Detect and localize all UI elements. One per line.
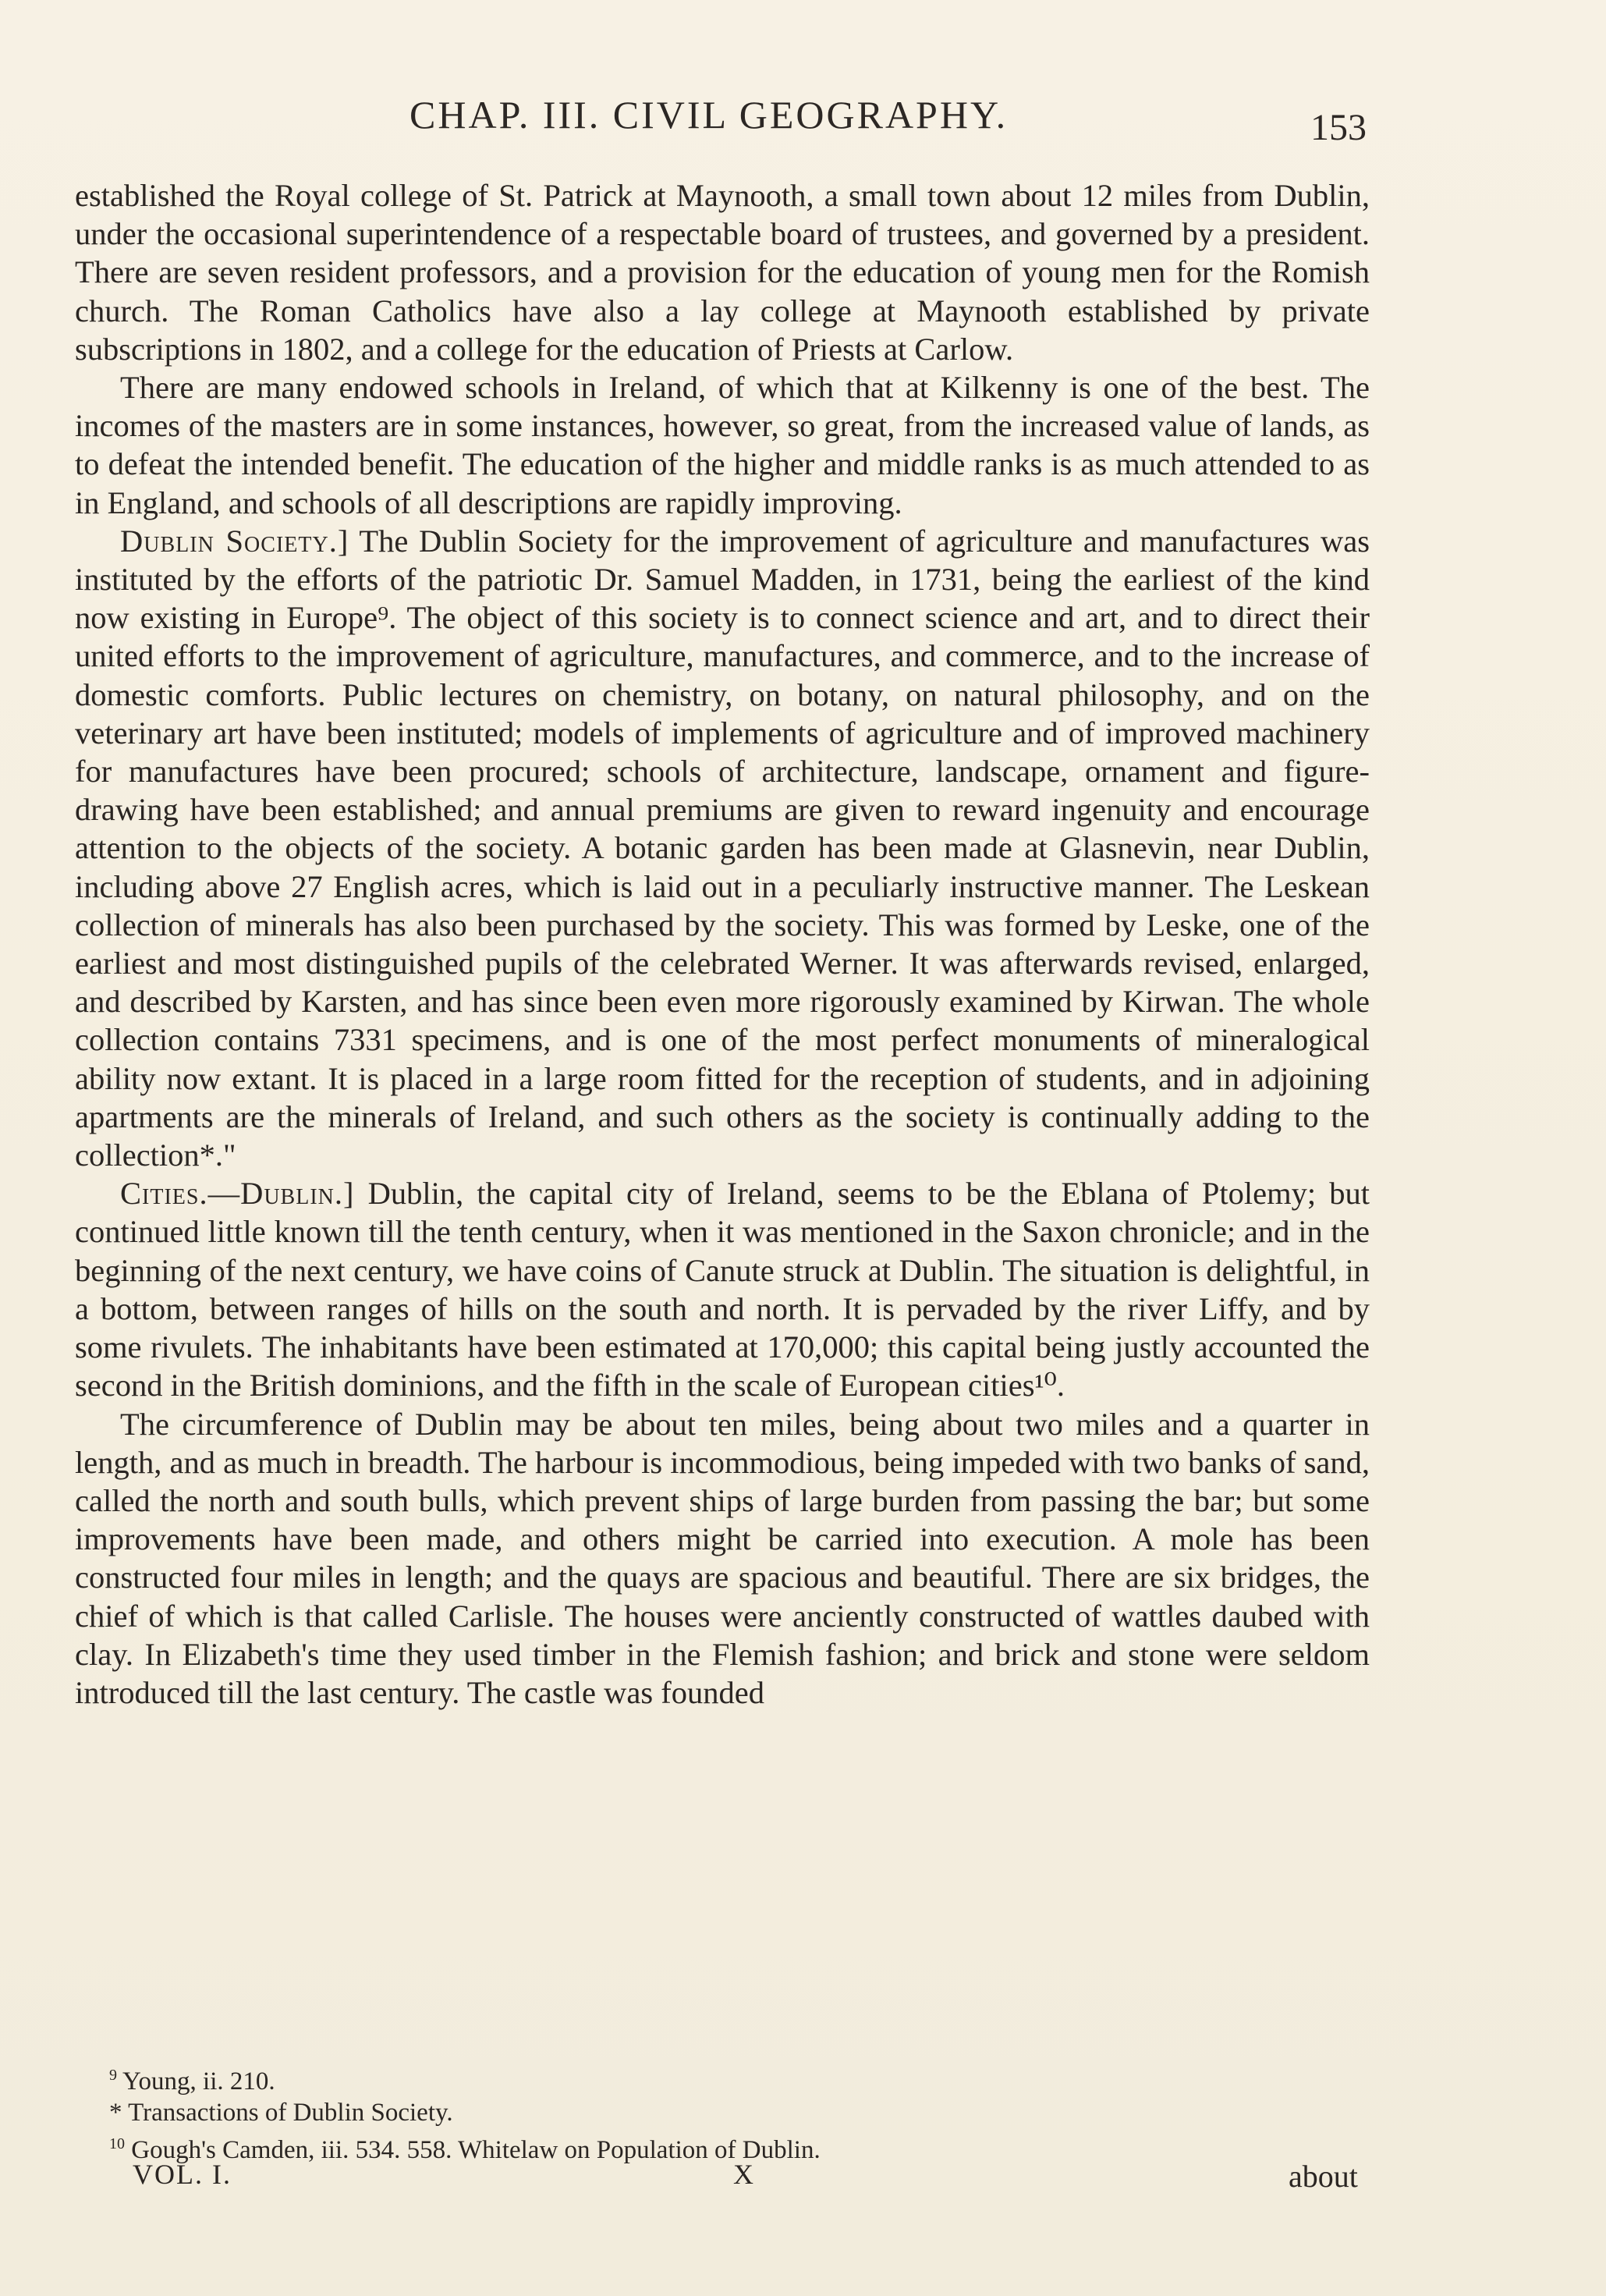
footnotes	[109, 2060, 1357, 2166]
side-heading-dublin-society: Dublin Society.]	[120, 523, 349, 559]
paragraph-circumference: The circumference of Dublin may be about ten miles, being about two miles and a quarter in length, and as much in breadth. The harbour is incommodious, being impeded with two banks of sand, called the north and south bulls, which prevent ships of large burden from passing the bar; but some improvements have been made, and others might be carried into execution. A mole has been constructed four miles in length; and the quays are spacious and beautiful. There are six bridges, the chief of which is that called Carlisle. The houses were anciently constructed of wattles daubed with clay. In Elizabeth's time they used timber in the Flemish fashion; and brick and stone were seldom introduced till the last century. The castle was founded	[75, 1406, 1370, 1710]
footnote-star	[109, 2097, 1357, 2128]
volume-label: VOL. I.	[133, 2159, 232, 2190]
footnote-9	[109, 2060, 1357, 2097]
paragraph-cities-dublin	[75, 1174, 1370, 1404]
signature-mark: X	[733, 2159, 753, 2190]
side-heading-cities-dublin: Cities.—Dublin.]	[120, 1176, 355, 1212]
page-number: 153	[1310, 107, 1367, 148]
paragraph-maynooth: established the Royal college of St. Patrick at Maynooth, a small town about 12 miles from Dublin, under the occasional superintendence of a respectable board of trustees, and governed by a president. There are seven resident professors, and a provision for the education of young men for the Romish church. The Roman Catholics have also a lay college at Maynooth established by private subscriptions in 1802, and a college for the education of Priests at Carlow.	[75, 178, 1370, 367]
footnote-mark: 9	[109, 2067, 117, 2084]
page-header	[0, 92, 1606, 147]
running-head: CHAP. III. CIVIL GEOGRAPHY.	[409, 93, 1009, 137]
paragraph-dublin-society-text: The Dublin Society for the improvement of agriculture and manufactures was instituted by the efforts of the patriotic Dr. Samuel Madden, in 1731, being the earliest of the kind now existing in Europe⁹. The object of this society is to connect science and art, and to direct their united efforts to the improvement of agriculture, manufactures, and commerce, and to the increase of domestic comforts. Public lectures on chemistry, on botany, on natural philosophy, and on the veterinary art have been instituted; models of implements of agriculture and of improved machinery for manufactures have been procured; schools of architecture, landscape, ornament and figure-drawing have been established; and annual premiums are given to reward ingenuity and encourage attention to the objects of the society. A botanic garden has been made at Glasnevin, near Dublin, including above 27 English acres, which is laid out in a peculiarly instructive manner. The Leskean collection of minerals has also been purchased by the society. This was formed by Leske, one of the earliest and most distinguished pupils of the celebrated Werner. It was afterwards revised, enlarged, and described by Karsten, and has since been even more rigorously examined by Kirwan. The whole collection contains 7331 specimens, and is one of the most perfect monuments of mineralogical ability now extant. It is placed in a large room fitted for the reception of students, and in adjoining apartments are the minerals of Ireland, and such others as the society is continually adding to the collection*."	[75, 523, 1370, 1173]
main-text	[75, 176, 1370, 1712]
catchword: about	[1289, 2159, 1358, 2194]
footnote-mark: *	[109, 2099, 122, 2127]
footnote-text: Young, ii. 210.	[122, 2067, 275, 2095]
paragraph-cities-dublin-text: Dublin, the capital city of Ireland, seems to be the Eblana of Ptolemy; but continued little known till the tenth century, when it was mentioned in the Saxon chronicle; and in the beginning of the next century, we have coins of Canute struck at Dublin. The situation is delightful, in a bottom, between ranges of hills on the south and north. It is pervaded by the river Liffy, and by some rivulets. The inhabitants have been estimated at 170,000; this capital being justly accounted the second in the British dominions, and the fifth in the scale of European cities¹⁰.	[75, 1176, 1370, 1404]
footnote-mark: 10	[109, 2135, 125, 2152]
footnote-text: Gough's Camden, iii. 534. 558. Whitelaw on Population of Dublin.	[131, 2136, 821, 2164]
signature-line	[0, 2158, 1606, 2197]
footnote-text: Transactions of Dublin Society.	[128, 2099, 453, 2127]
paragraph-schools: There are many endowed schools in Ireland, of which that at Kilkenny is one of the best. The incomes of the masters are in some instances, however, so great, from the increased value of lands, as to defeat the intended benefit. The education of the higher and middle ranks is as much attended to as in England, and schools of all descriptions are rapidly improving.	[75, 370, 1370, 520]
paragraph-dublin-society	[75, 522, 1370, 1174]
